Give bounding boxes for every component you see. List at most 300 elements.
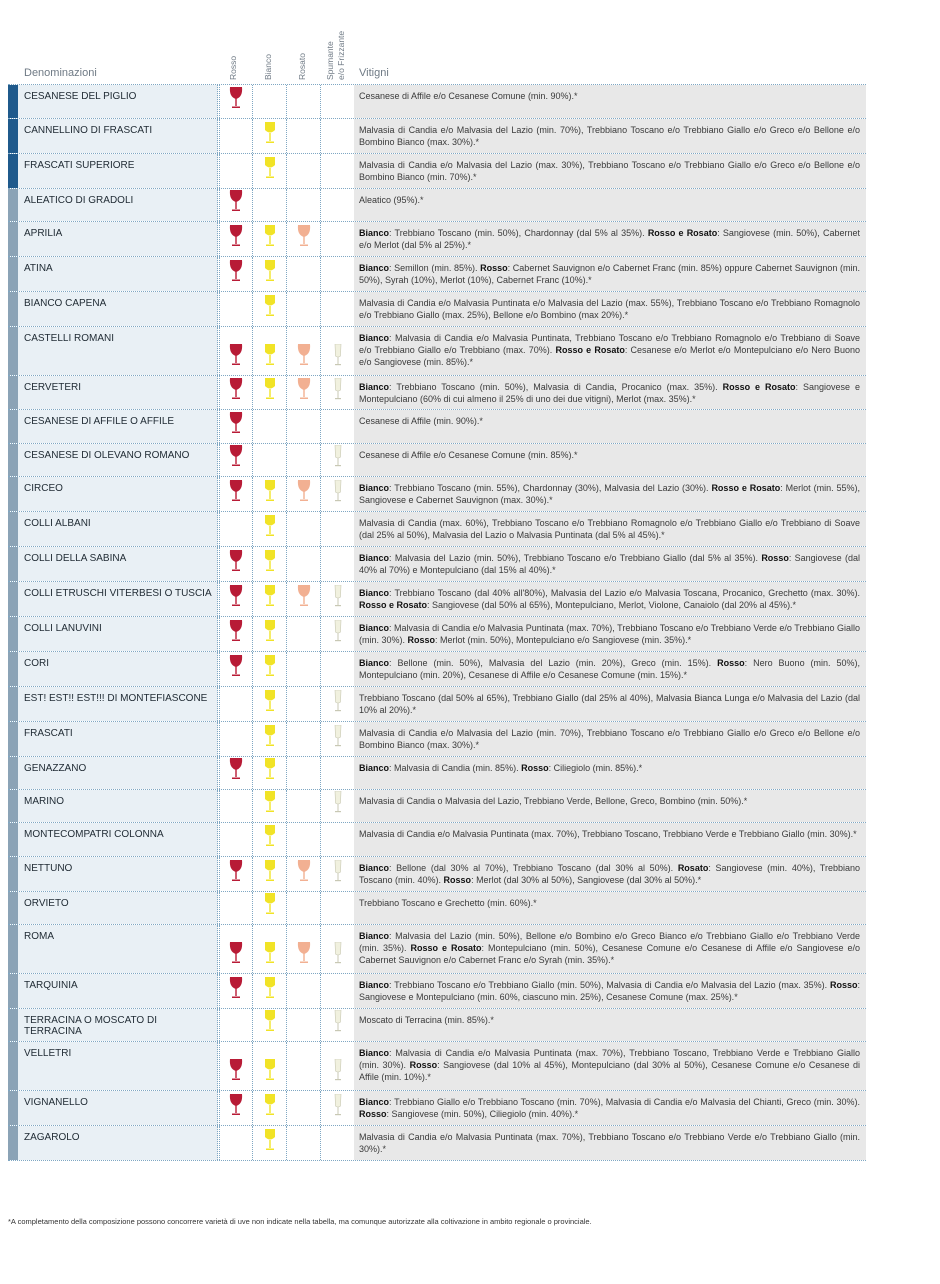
white-wine-glass-icon [264, 758, 276, 785]
table-row [8, 512, 866, 547]
grape-composition: : Malvasia di Candia e/o Malvasia Puntinata (max. 70%), Trebbiano Toscano e/o Trebbiano Verde e/o Trebbiano Giallo (min. 30%). [359, 623, 860, 645]
spumante-cell [321, 790, 355, 822]
bianco-cell [253, 617, 287, 651]
white-wine-glass-icon [264, 860, 276, 887]
table-row [8, 85, 866, 119]
rosso-cell [219, 292, 253, 326]
denominazione-name: COLLI ETRUSCHI VITERBESI O TUSCIA [18, 582, 218, 616]
rosato-cell [287, 257, 321, 291]
grape-composition: : Semillon (min. 85%). [389, 263, 481, 273]
denominazione-name: CERVETERI [18, 376, 218, 409]
denominazione-name: TARQUINIA [18, 974, 218, 1008]
classification-bar [8, 547, 18, 581]
wine-type-label: Rosso e Rosato [722, 382, 796, 392]
white-wine-glass-icon [264, 344, 276, 371]
classification-bar [8, 790, 18, 822]
bianco-cell [253, 823, 287, 856]
grape-composition: Malvasia di Candia e/o Malvasia Puntinata (max. 70%), Trebbiano Toscano e/o Trebbiano Verde e/o Trebbiano Giallo (min. 30%).* [359, 1132, 860, 1154]
rosato-cell [287, 892, 321, 924]
table-row [8, 617, 866, 652]
wine-type-label: Rosso [409, 1060, 438, 1070]
wine-type-label: Bianco [359, 382, 390, 392]
denominazione-name: CESANESE DEL PIGLIO [18, 85, 218, 118]
white-wine-glass-icon [264, 655, 276, 682]
rose-wine-glass-icon [297, 344, 311, 371]
grape-composition: : Ciliegiolo (min. 85%).* [548, 763, 643, 773]
classification-bar [8, 757, 18, 789]
classification-bar [8, 257, 18, 291]
rose-wine-glass-icon [297, 860, 311, 887]
vitigni-text [354, 257, 866, 291]
bianco-cell [253, 327, 287, 375]
rose-wine-glass-icon [297, 378, 311, 405]
rosato-cell [287, 327, 321, 375]
wine-type-label: Rosso [717, 658, 745, 668]
denominazione-name: COLLI DELLA SABINA [18, 547, 218, 581]
rosato-cell [287, 1042, 321, 1090]
wine-type-label: Bianco [359, 228, 390, 238]
red-wine-glass-icon [229, 758, 243, 785]
rosato-cell [287, 652, 321, 686]
table-row [8, 444, 866, 477]
rosso-cell [219, 512, 253, 546]
rosso-cell [219, 119, 253, 153]
grape-composition: : Cesanese e/o Merlot e/o Montepulciano e/o Nero Buono e/o Sangiovese (min. 85%).* [359, 345, 861, 367]
rosso-cell [219, 547, 253, 581]
sparkling-wine-glass-icon [334, 942, 342, 969]
rosso-cell [219, 410, 253, 443]
rosato-cell [287, 477, 321, 511]
rose-wine-glass-icon [297, 585, 311, 612]
rosato-cell [287, 823, 321, 856]
rosso-cell [219, 925, 253, 973]
vitigni-text [354, 327, 866, 375]
denominazione-name: VELLETRI [18, 1042, 218, 1090]
grape-composition: : Sangiovese (dal 10% al 45%), Montepulciano (dal 30% al 50%), Cesanese Comune e/o Cesanese di Affile (min. 10%).* [359, 1060, 861, 1082]
vitigni-header: Vitigni [359, 67, 389, 79]
sparkling-wine-glass-icon [334, 344, 342, 371]
frizzante-column-header: e/o Frizzante [336, 30, 346, 80]
grape-composition: : Merlot (min. 55%), Sangiovese e Cabernet Sauvignon (max. 30%).* [359, 483, 860, 505]
grape-composition: : Malvasia di Candia e/o Malvasia Puntinata (max. 70%), Trebbiano Toscano, Trebbiano Verde e Trebbiano Giallo (min. 30%). [359, 1048, 860, 1070]
rosato-cell [287, 410, 321, 443]
rosato-cell [287, 790, 321, 822]
classification-bar [8, 292, 18, 326]
bianco-cell [253, 444, 287, 476]
red-wine-glass-icon [229, 412, 243, 439]
grape-composition: : Sangiovese (dal 50% al 65%), Montepulciano, Merlot, Violone, Canaiolo (dal 20% al 45%).* [427, 600, 797, 610]
white-wine-glass-icon [264, 620, 276, 647]
vitigni-text [354, 857, 866, 891]
table-row [8, 925, 866, 974]
red-wine-glass-icon [229, 260, 243, 287]
sparkling-wine-glass-icon [334, 1059, 342, 1086]
rosato-cell [287, 189, 321, 221]
sparkling-wine-glass-icon [334, 725, 342, 752]
rosso-cell [219, 823, 253, 856]
red-wine-glass-icon [229, 1094, 243, 1121]
rosso-cell [219, 790, 253, 822]
spumante-cell [321, 1091, 355, 1125]
grape-composition: : Malvasia di Candia e/o Malvasia Puntinata, Trebbiano Toscano e/o Trebbiano Romagnolo e/o Trebbiano di Soave e/o Trebbiano Giallo e/o Trebbiano (max. 70%). [359, 333, 860, 355]
grape-composition: Trebbiano Toscano e Grechetto (min. 60%).* [359, 898, 537, 908]
rose-wine-glass-icon [297, 942, 311, 969]
spumante-cell [321, 687, 355, 721]
bianco-column-header: Bianco [263, 54, 273, 80]
classification-bar [8, 410, 18, 443]
wine-type-label: Bianco [359, 1097, 390, 1107]
vitigni-text [354, 925, 866, 973]
spumante-cell [321, 925, 355, 973]
spumante-cell [321, 1126, 355, 1160]
red-wine-glass-icon [229, 655, 243, 682]
rose-wine-glass-icon [297, 480, 311, 507]
grape-composition: Malvasia di Candia e/o Malvasia Puntinata e/o Malvasia del Lazio (max. 55%), Trebbiano Toscano e/o Trebbiano Romagnolo e/o Trebbiano Giallo (max. 25%), Bellone e/o Bombino (max 20%).* [359, 298, 860, 320]
classification-bar [8, 1042, 18, 1090]
wine-type-label: Rosso e Rosato [555, 345, 625, 355]
rosato-cell [287, 687, 321, 721]
spumante-cell [321, 477, 355, 511]
rosato-cell [287, 925, 321, 973]
white-wine-glass-icon [264, 260, 276, 287]
sparkling-wine-glass-icon [334, 1010, 342, 1037]
classification-bar [8, 652, 18, 686]
red-wine-glass-icon [229, 860, 243, 887]
red-wine-glass-icon [229, 190, 243, 217]
wine-type-label: Rosso [521, 763, 549, 773]
vitigni-text [354, 547, 866, 581]
rosato-cell [287, 722, 321, 756]
spumante-cell [321, 974, 355, 1008]
bianco-cell [253, 154, 287, 188]
grape-composition: Malvasia di Candia (max. 60%), Trebbiano Toscano e/o Trebbiano Romagnolo e/o Trebbiano Giallo e/o Trebbiano di Soave (dal 25% al 50%), Malvasia del Lazio o Malvasia Puntinata (dal 5% al 45%).* [359, 518, 860, 540]
rosso-cell [219, 652, 253, 686]
rosso-cell [219, 722, 253, 756]
denominazione-name: EST! EST!! EST!!! DI MONTEFIASCONE [18, 687, 218, 721]
white-wine-glass-icon [264, 1010, 276, 1037]
rosso-cell [219, 857, 253, 891]
denominazione-name: BIANCO CAPENA [18, 292, 218, 326]
sparkling-wine-glass-icon [334, 378, 342, 405]
rosato-cell [287, 582, 321, 616]
bianco-cell [253, 790, 287, 822]
denominazione-name: MARINO [18, 790, 218, 822]
denominazione-name: CESANESE DI AFFILE O AFFILE [18, 410, 218, 443]
grape-composition: Trebbiano Toscano (dal 50% al 65%), Trebbiano Giallo (dal 25% al 40%), Malvasia Bianca Lunga e/o Malvasia del Lazio (dal 10% al 20%).* [359, 693, 860, 715]
denominazione-name: CASTELLI ROMANI [18, 327, 218, 375]
wine-type-label: Bianco [359, 863, 390, 873]
classification-bar [8, 189, 18, 221]
denominazione-name: TERRACINA O MOSCATO DI TERRACINA [18, 1009, 218, 1041]
wine-type-label: Rosso e Rosato [647, 228, 718, 238]
classification-bar [8, 444, 18, 476]
denominazione-name: ATINA [18, 257, 218, 291]
bianco-cell [253, 512, 287, 546]
red-wine-glass-icon [229, 977, 243, 1004]
red-wine-glass-icon [229, 378, 243, 405]
sparkling-wine-glass-icon [334, 690, 342, 717]
spumante-cell [321, 652, 355, 686]
white-wine-glass-icon [264, 122, 276, 149]
white-wine-glass-icon [264, 585, 276, 612]
table-row [8, 410, 866, 444]
grape-composition: : Sangiovese e Montepulciano (min. 60%, ciascuno min. 25%), Cesanese Comune (max. 25%).* [359, 980, 860, 1002]
rosato-cell [287, 512, 321, 546]
wine-type-label: Rosso e Rosato [711, 483, 781, 493]
bianco-cell [253, 257, 287, 291]
white-wine-glass-icon [264, 942, 276, 969]
grape-composition: : Trebbiano Toscano (min. 55%), Chardonnay (30%), Malvasia del Lazio (30%). [389, 483, 712, 493]
table-header [0, 0, 940, 84]
wine-type-label: Bianco [359, 658, 390, 668]
white-wine-glass-icon [264, 1059, 276, 1086]
bianco-cell [253, 119, 287, 153]
red-wine-glass-icon [229, 942, 243, 969]
spumante-cell [321, 857, 355, 891]
rosso-cell [219, 892, 253, 924]
wine-type-label: Bianco [359, 623, 390, 633]
rosso-cell [219, 222, 253, 256]
denominazioni-header: Denominazioni [24, 67, 97, 79]
table-row [8, 257, 866, 292]
vitigni-text [354, 617, 866, 651]
bianco-cell [253, 547, 287, 581]
footnote: *A completamento della composizione possono concorrere varietà di uve non indicate nella tabella, ma comunque autorizzate alla coltivazione in ambito regionale o provinciale. [8, 1217, 592, 1226]
grape-composition: Aleatico (95%).* [359, 195, 424, 205]
spumante-cell [321, 189, 355, 221]
wine-type-label: Rosso [359, 1109, 387, 1119]
sparkling-wine-glass-icon [334, 585, 342, 612]
classification-bar [8, 1126, 18, 1160]
bianco-cell [253, 925, 287, 973]
white-wine-glass-icon [264, 378, 276, 405]
table-row [8, 652, 866, 687]
bianco-cell [253, 974, 287, 1008]
denominazione-name: NETTUNO [18, 857, 218, 891]
grape-composition: : Merlot (dal 30% al 50%), Sangiovese (dal 30% al 50%).* [471, 875, 702, 885]
vitigni-text [354, 722, 866, 756]
denominazione-name: COLLI ALBANI [18, 512, 218, 546]
rosso-cell [219, 154, 253, 188]
classification-bar [8, 376, 18, 409]
rosso-cell [219, 1091, 253, 1125]
spumante-cell [321, 757, 355, 789]
grape-composition: Cesanese di Affile e/o Cesanese Comune (min. 90%).* [359, 91, 578, 101]
wine-type-label: Bianco [359, 333, 390, 343]
red-wine-glass-icon [229, 87, 243, 114]
wine-type-label: Bianco [359, 553, 390, 563]
rosato-cell [287, 757, 321, 789]
rosato-cell [287, 617, 321, 651]
red-wine-glass-icon [229, 550, 243, 577]
spumante-cell [321, 582, 355, 616]
wine-type-label: Bianco [359, 1048, 390, 1058]
grape-composition: : Trebbiano Toscano (min. 50%), Chardonnay (dal 5% al 35%). [389, 228, 648, 238]
grape-composition: Malvasia di Candia e/o Malvasia Puntinata (max. 70%), Trebbiano Toscano, Trebbiano Verde e Trebbiano Giallo (min. 30%).* [359, 829, 857, 839]
grape-composition: : Sangiovese (min. 50%), Cabernet e/o Merlot (dal 5% al 25%).* [359, 228, 861, 250]
rosso-cell [219, 477, 253, 511]
rosato-cell [287, 1009, 321, 1041]
grape-composition: : Bellone (dal 30% al 70%), Trebbiano Toscano (dal 30% al 50%). [389, 863, 678, 873]
sparkling-wine-glass-icon [334, 860, 342, 887]
wine-type-label: Bianco [359, 263, 390, 273]
classification-bar [8, 823, 18, 856]
table-row [8, 119, 866, 154]
grape-composition: : Bellone (min. 50%), Malvasia del Lazio (min. 20%), Greco (min. 15%). [389, 658, 718, 668]
grape-composition: : Trebbiano Toscano (dal 40% all'80%), Malvasia del Lazio e/o Malvasia Toscana, Procanico, Grechetto (max. 30%). [389, 588, 860, 598]
white-wine-glass-icon [264, 295, 276, 322]
white-wine-glass-icon [264, 1094, 276, 1121]
rosato-cell [287, 85, 321, 118]
classification-bar [8, 512, 18, 546]
wine-type-label: Rosso [829, 980, 858, 990]
spumante-cell [321, 154, 355, 188]
grape-composition: : Malvasia del Lazio (min. 50%), Trebbiano Toscano e/o Trebbiano Giallo (dal 5% al 35%). [389, 553, 762, 563]
classification-bar [8, 582, 18, 616]
wine-type-label: Bianco [359, 980, 390, 990]
bianco-cell [253, 1009, 287, 1041]
table-row [8, 722, 866, 757]
sparkling-wine-glass-icon [334, 791, 342, 818]
bianco-cell [253, 892, 287, 924]
vitigni-text [354, 974, 866, 1008]
spumante-cell [321, 823, 355, 856]
spumante-cell [321, 410, 355, 443]
vitigni-text [354, 687, 866, 721]
rosato-cell [287, 292, 321, 326]
denominazione-name: GENAZZANO [18, 757, 218, 789]
red-wine-glass-icon [229, 620, 243, 647]
vitigni-text [354, 1126, 866, 1160]
table-row [8, 823, 866, 857]
wine-type-label: Bianco [359, 588, 390, 598]
spumante-cell [321, 1042, 355, 1090]
bianco-cell [253, 652, 287, 686]
table-row [8, 974, 866, 1009]
rosato-cell [287, 1091, 321, 1125]
vitigni-text [354, 582, 866, 616]
spumante-cell [321, 376, 355, 409]
white-wine-glass-icon [264, 225, 276, 252]
wine-type-label: Bianco [359, 931, 390, 941]
white-wine-glass-icon [264, 825, 276, 852]
rosso-cell [219, 444, 253, 476]
grape-composition: Malvasia di Candia e/o Malvasia del Lazio (min. 70%), Trebbiano Toscano e/o Trebbiano Giallo e/o Greco e/o Bellone e/o Bombino Bianco (max. 30%).* [359, 728, 860, 750]
sparkling-wine-glass-icon [334, 480, 342, 507]
wine-type-label: Rosso [480, 263, 508, 273]
classification-bar [8, 222, 18, 256]
bianco-cell [253, 1126, 287, 1160]
white-wine-glass-icon [264, 515, 276, 542]
bianco-cell [253, 857, 287, 891]
denominazione-name: COLLI LANUVINI [18, 617, 218, 651]
grape-composition: : Sangiovese (dal 40% al 70%) e Montepulciano (dal 15% al 40%).* [359, 553, 861, 575]
table-row [8, 757, 866, 790]
table-row [8, 892, 866, 925]
classification-bar [8, 974, 18, 1008]
rosso-cell [219, 327, 253, 375]
grape-composition: : Trebbiano Toscano (min. 50%), Malvasia di Candia, Procanico (max. 35%). [389, 382, 723, 392]
vitigni-text [354, 222, 866, 256]
white-wine-glass-icon [264, 791, 276, 818]
wine-type-label: Rosato [677, 863, 709, 873]
bianco-cell [253, 85, 287, 118]
vitigni-text [354, 823, 866, 856]
bianco-cell [253, 1091, 287, 1125]
spumante-cell [321, 119, 355, 153]
rosato-cell [287, 222, 321, 256]
table-row [8, 687, 866, 722]
grape-composition: : Sangiovese (min. 50%), Ciliegiolo (min. 40%).* [386, 1109, 579, 1119]
classification-bar [8, 857, 18, 891]
classification-bar [8, 687, 18, 721]
denominazione-name: CIRCEO [18, 477, 218, 511]
rosso-cell [219, 85, 253, 118]
wine-type-label: Bianco [359, 763, 390, 773]
rosso-cell [219, 757, 253, 789]
wine-type-label: Rosso e Rosato [359, 600, 428, 610]
denominazione-name: CESANESE DI OLEVANO ROMANO [18, 444, 218, 476]
vitigni-text [354, 292, 866, 326]
classification-bar [8, 477, 18, 511]
grape-composition: Malvasia di Candia e/o Malvasia del Lazio (min. 70%), Trebbiano Toscano e/o Trebbiano Giallo e/o Greco e/o Bellone e/o Bombino Bianco (max. 30%).* [359, 125, 860, 147]
rose-wine-glass-icon [297, 225, 311, 252]
spumante-cell [321, 292, 355, 326]
table-row [8, 547, 866, 582]
rosato-cell [287, 974, 321, 1008]
white-wine-glass-icon [264, 550, 276, 577]
spumante-cell [321, 1009, 355, 1041]
wine-type-label: Rosso [407, 635, 436, 645]
vitigni-text [354, 119, 866, 153]
vitigni-text [354, 1042, 866, 1090]
spumante-cell [321, 222, 355, 256]
wine-type-label: Rosso [761, 553, 789, 563]
table-row [8, 1042, 866, 1091]
bianco-cell [253, 376, 287, 409]
bianco-cell [253, 1042, 287, 1090]
spumante-cell [321, 327, 355, 375]
table-row [8, 790, 866, 823]
rosso-column-header: Rosso [228, 55, 238, 80]
table-row [8, 477, 866, 512]
denominazione-name: VIGNANELLO [18, 1091, 218, 1125]
white-wine-glass-icon [264, 157, 276, 184]
grape-composition: : Merlot (min. 50%), Montepulciano e/o Sangiovese (min. 35%).* [435, 635, 692, 645]
vitigni-text [354, 757, 866, 789]
grape-composition: : Montepulciano (min. 50%), Cesanese Comune e/o Cesanese di Affile e/o Sangiovese e/o Cabernet Sauvignon e/o Cabernet Franc e/o Syrah (min. 35%).* [359, 943, 860, 965]
grape-composition: : Nero Buono (min. 50%), Montepulciano (min. 20%), Cesanese di Affile e/o Cesanese Comune (min. 15%).* [359, 658, 860, 680]
bianco-cell [253, 757, 287, 789]
vitigni-text [354, 790, 866, 822]
rosato-cell [287, 444, 321, 476]
vitigni-text [354, 85, 866, 118]
rosato-cell [287, 119, 321, 153]
rosso-cell [219, 1009, 253, 1041]
denominazione-name: ZAGAROLO [18, 1126, 218, 1160]
rosso-cell [219, 617, 253, 651]
table-row [8, 1126, 866, 1161]
spumante-cell [321, 617, 355, 651]
vitigni-text [354, 444, 866, 476]
spumante-cell [321, 722, 355, 756]
classification-bar [8, 1091, 18, 1125]
vitigni-text [354, 477, 866, 511]
rosso-cell [219, 376, 253, 409]
rosato-cell [287, 154, 321, 188]
white-wine-glass-icon [264, 480, 276, 507]
denominazione-name: MONTECOMPATRI COLONNA [18, 823, 218, 856]
